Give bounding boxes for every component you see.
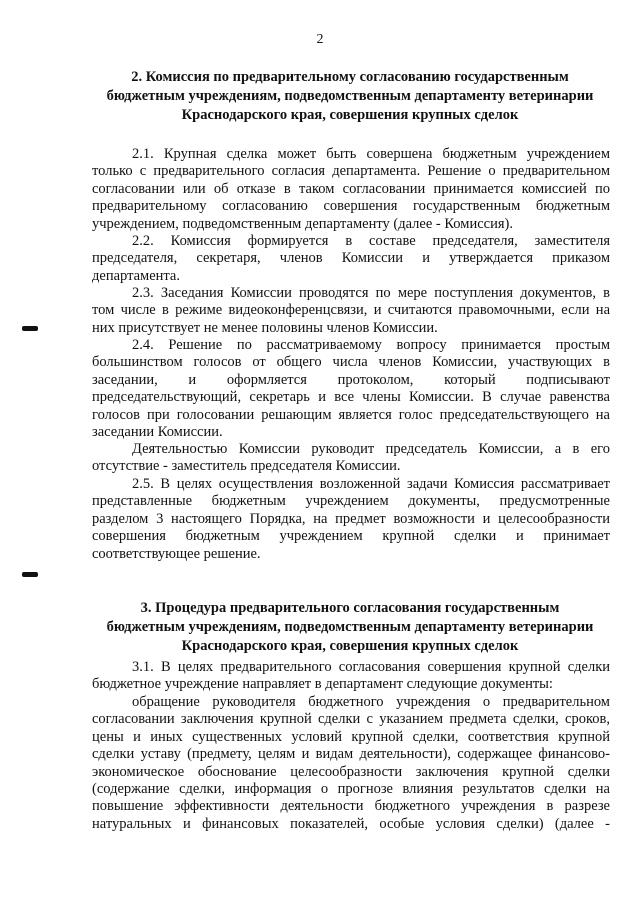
heading-line: бюджетным учреждениям, подведомственным департаменту ветеринарии (106, 619, 594, 635)
paragraph-request-documents (92, 694, 610, 833)
text-line: председателя, секретаря, членов Комиссии и утверждается приказом (92, 250, 610, 267)
margin-mark (22, 326, 38, 331)
heading-line: 3. Процедура предварительного согласования государственным (140, 600, 560, 616)
text-line: заседании, и оформляется протоколом, который подписывают (92, 371, 610, 388)
text-line: (содержание сделки, информация о прогнозе влияния результатов сделки на (92, 781, 610, 798)
text-line: учреждением, подведомственным департаменту (далее - Комиссия). (92, 215, 513, 232)
text-line: отсутствие - заместитель председателя Комиссии. (92, 458, 401, 475)
section-2-heading (90, 68, 610, 125)
paragraph-2-1 (92, 146, 610, 233)
text-line: Деятельностью Комиссии руководит председатель Комиссии, а в его (132, 441, 610, 457)
text-line: экономическое обоснование целесообразности заключения крупной сделки (92, 763, 610, 780)
heading-line: Краснодарского края, совершения крупных сделок (181, 107, 519, 123)
text-line: том числе в режиме видеоконференцсвязи, и считаются правомочными, если на (92, 302, 610, 319)
text-line: бюджетное учреждение направляет в департамент следующие документы: (92, 676, 553, 693)
text-line: согласовании или об отказе в таком согласовании принимается комиссией по (92, 180, 610, 197)
paragraph-2-3 (92, 285, 610, 337)
paragraph-2-5 (92, 476, 610, 563)
text-line: совершения бюджетным учреждением крупной сделки и принимает (92, 528, 610, 545)
text-line: заседании Комиссии. (92, 424, 223, 441)
text-line: департамента. (92, 267, 180, 284)
text-line: них присутствует не менее половины членов Комиссии. (92, 319, 438, 336)
text-line: цены и иных существенных условий крупной сделки, соответствия крупной (92, 728, 610, 745)
text-line: 3.1. В целях предварительного согласования совершения крупной сделки (132, 659, 610, 675)
text-line: 2.4. Решение по рассматриваемому вопросу принимается простым (132, 337, 610, 353)
text-line: 2.3. Заседания Комиссии проводятся по мере поступления документов, в (132, 285, 610, 301)
text-line: обращение руководителя бюджетного учреждения о предварительном (132, 694, 610, 710)
text-line: соответствующее решение. (92, 545, 261, 562)
margin-mark (22, 572, 38, 577)
text-line: натуральных и финансовых показателей, особые условия сделки) (далее - (92, 815, 610, 832)
text-line: голосов при голосовании решающим является голос председательствующего на (92, 406, 610, 423)
text-line: разделом 3 настоящего Порядка, на предмет возможности и целесообразности (92, 510, 610, 527)
text-line: сделки уставу (предмету, целям и видам деятельности), содержащее финансово- (92, 746, 610, 763)
text-line: согласовании заключения крупной сделки с указанием предмета сделки, сроков, (92, 711, 610, 728)
paragraph-commission-lead (92, 441, 610, 476)
text-line: представленные бюджетным учреждением документы, предусмотренные (92, 493, 610, 510)
paragraph-3-1 (92, 659, 610, 694)
text-line: только с предварительного согласия департамента. Решение о предварительном (92, 163, 610, 180)
heading-line: бюджетным учреждениям, подведомственным департаменту ветеринарии (106, 88, 594, 104)
heading-line: Краснодарского края, совершения крупных сделок (181, 638, 519, 654)
paragraph-2-2 (92, 233, 610, 285)
text-line: 2.1. Крупная сделка может быть совершена бюджетным учреждением (132, 146, 610, 162)
page-number: 2 (316, 32, 324, 47)
paragraph-2-4 (92, 337, 610, 441)
text-line: большинством голосов от общего числа членов Комиссии, участвующих в (92, 354, 610, 371)
text-line: председательствующий, секретарь и все члены Комиссии. В случае равенства (92, 389, 610, 406)
text-line: повышение эффективности деятельности бюджетного учреждения в разрезе (92, 798, 610, 815)
section-3-heading (90, 599, 610, 656)
text-line: 2.2. Комиссия формируется в составе председателя, заместителя (132, 233, 610, 249)
text-line: предварительному согласованию совершения государственным бюджетным (92, 198, 610, 215)
text-line: 2.5. В целях осуществления возложенной задачи Комиссия рассматривает (132, 476, 610, 492)
heading-line: 2. Комиссия по предварительному согласованию государственным (131, 69, 569, 85)
